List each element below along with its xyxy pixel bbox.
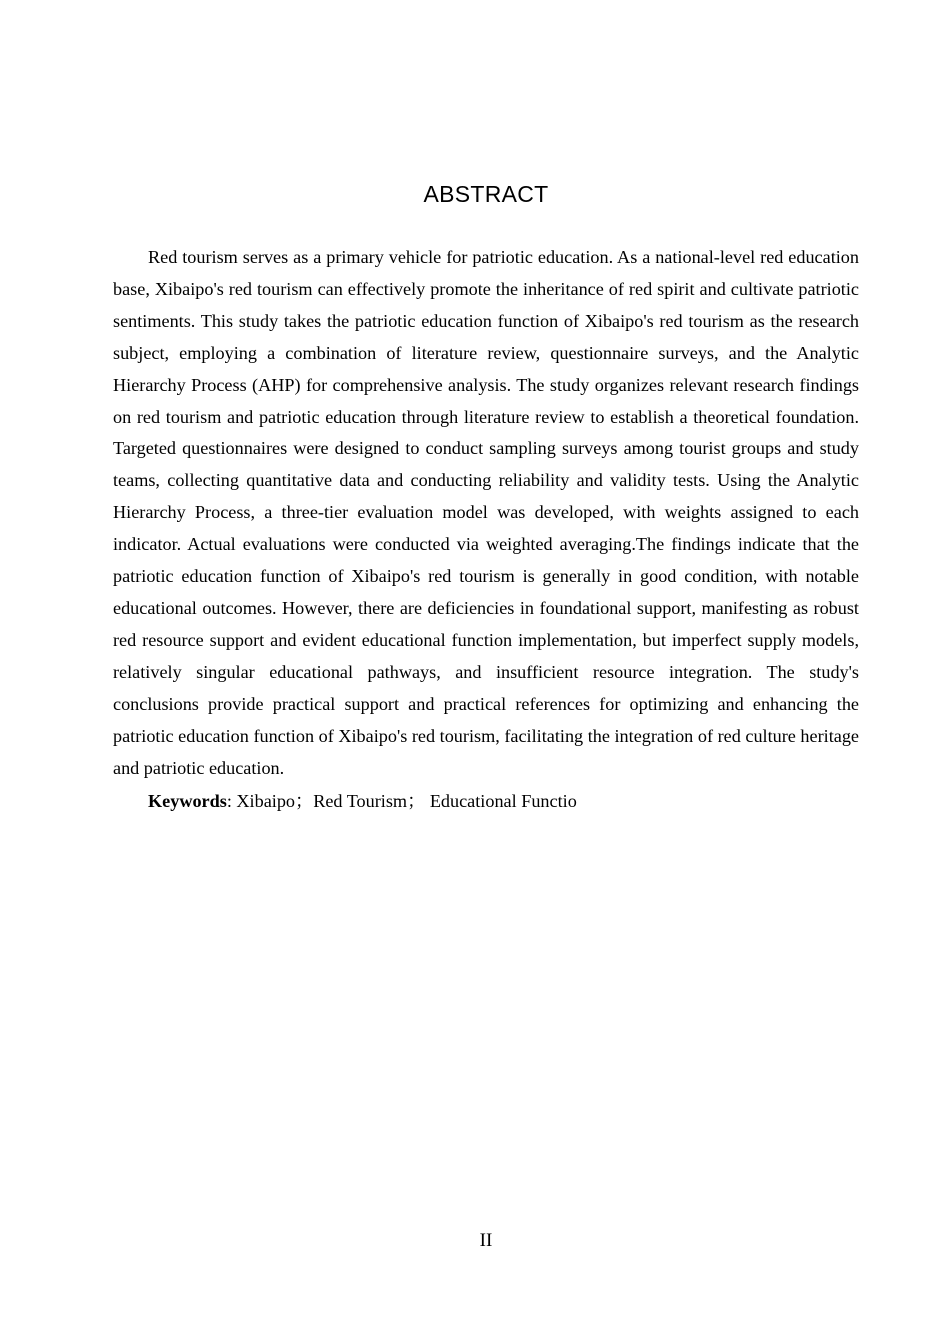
keywords-separator: : [226,791,237,811]
keywords-value: Xibaipo；Red Tourism； Educational Functio [236,791,577,811]
keywords-label: Keywords [148,791,227,811]
abstract-title: ABSTRACT [423,181,549,207]
keywords-line [148,786,859,817]
page-number: II [479,1230,493,1251]
abstract-body: Red tourism serves as a primary vehicle for patriotic education. As a national-level red education base, Xibaipo's red tourism can effectively promote the inheritance of red spirit and cultivate patriotic sentiments. This study takes the patriotic education function of Xibaipo's red tourism as the research subject, employing a combination of literature review, questionnaire surveys, and the Analytic Hierarchy Process (AHP) for comprehensive analysis. The study organizes relevant research findings on red tourism and patriotic education through literature review to establish a theoretical foundation. Targeted questionnaires were designed to conduct sampling surveys among tourist groups and study teams, collecting quantitative data and conducting reliability and validity tests. Using the Analytic Hierarchy Process, a three-tier evaluation model was developed, with weights assigned to each indicator. Actual evaluations were conducted via weighted averaging.The findings indicate that the patriotic education function of Xibaipo's red tourism is generally in good condition, with notable educational outcomes. However, there are deficiencies in foundational support, manifesting as robust red resource support and evident educational function implementation, but imperfect supply models, relatively singular educational pathways, and insufficient resource integration. The study's conclusions provide practical support and practical references for optimizing and enhancing the patriotic education function of Xibaipo's red tourism, facilitating the integration of red culture heritage and patriotic education. [113,247,859,778]
